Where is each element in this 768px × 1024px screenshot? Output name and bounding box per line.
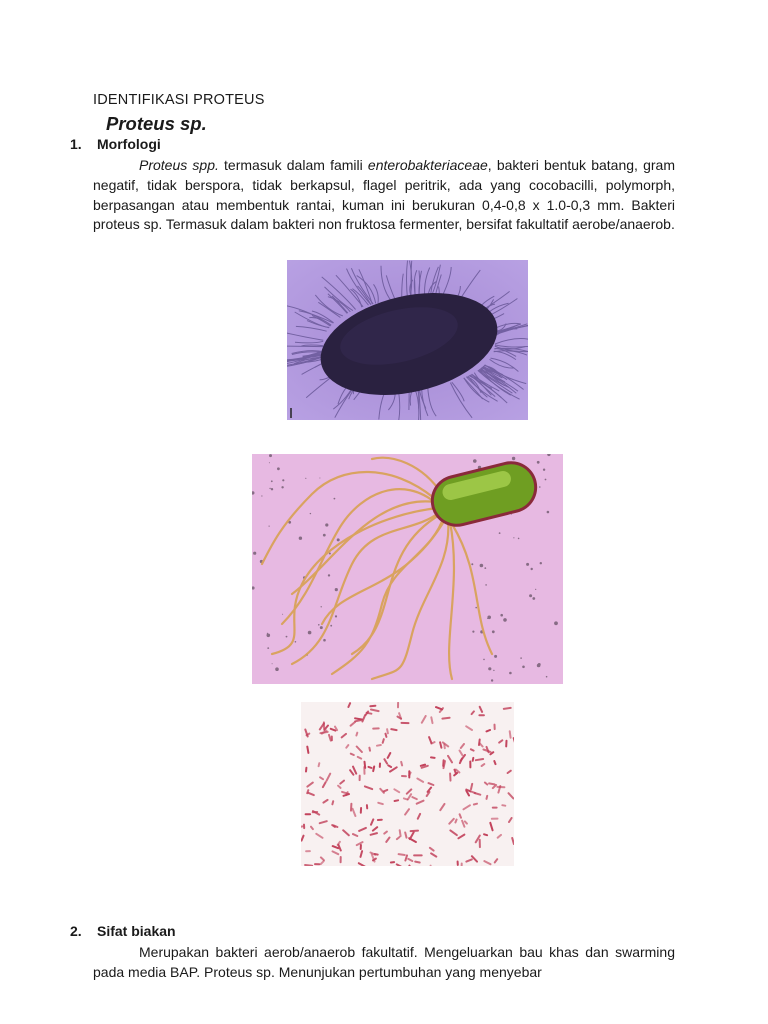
rod-bacterium: [510, 731, 511, 738]
rod-bacterium: [415, 862, 420, 863]
debris-speck: [308, 631, 312, 635]
debris-speck: [282, 479, 284, 481]
debris-speck: [272, 663, 273, 664]
debris-speck: [483, 659, 485, 661]
debris-speck: [500, 614, 503, 617]
debris-speck: [328, 574, 330, 576]
rod-bacterium: [405, 833, 406, 838]
debris-speck: [277, 467, 280, 470]
debris-speck: [532, 597, 535, 600]
debris-speck: [318, 624, 320, 626]
debris-speck: [546, 676, 548, 678]
rod-bacterium: [386, 734, 387, 737]
debris-speck: [513, 537, 514, 538]
rod-bacterium: [404, 798, 407, 799]
rod-bacterium: [305, 865, 312, 866]
section-heading-morfologi: [70, 136, 161, 152]
debris-speck: [494, 655, 497, 658]
debris-speck: [472, 631, 474, 633]
debris-speck: [499, 532, 501, 534]
debris-speck: [329, 553, 331, 555]
figure-gram-stain: [301, 702, 514, 866]
debris-speck: [310, 513, 311, 514]
rod-bacterium: [440, 742, 441, 747]
rod-bacterium: [460, 814, 461, 817]
debris-speck: [335, 588, 338, 591]
rod-bacterium: [399, 854, 405, 855]
debris-speck: [526, 563, 529, 566]
rod-bacterium: [365, 762, 366, 768]
rod-bacterium: [471, 784, 472, 789]
rod-bacterium: [370, 706, 375, 707]
debris-speck: [253, 552, 256, 555]
rod-bacterium: [494, 761, 495, 764]
debris-speck: [518, 538, 520, 540]
rod-bacterium: [431, 757, 435, 758]
flagellum-strand: [287, 346, 323, 347]
debris-speck: [522, 666, 525, 669]
section-title: Morfologi: [97, 136, 161, 152]
debris-speck: [484, 567, 486, 569]
rod-bacterium: [489, 783, 494, 784]
figure-flagella-illustration: [252, 454, 563, 684]
paragraph-sifat-biakan: [93, 943, 675, 983]
debris-speck: [337, 538, 340, 541]
rod-bacterium: [378, 803, 383, 804]
rod-bacterium: [476, 759, 483, 760]
debris-speck: [269, 462, 270, 463]
debris-speck: [269, 454, 272, 457]
rod-bacterium: [487, 730, 491, 731]
debris-speck: [267, 634, 271, 638]
debris-speck: [271, 480, 273, 482]
rod-bacterium: [473, 758, 474, 761]
rod-bacterium: [307, 747, 308, 753]
debris-speck: [299, 537, 302, 540]
rod-bacterium: [471, 749, 474, 750]
italic-genus: Proteus spp.: [139, 157, 219, 173]
debris-speck: [512, 457, 515, 460]
debris-speck: [267, 647, 269, 649]
debris-speck: [480, 564, 484, 568]
rod-bacterium: [400, 830, 401, 836]
section-heading-sifat-biakan: [70, 923, 176, 939]
rod-bacterium: [442, 718, 449, 719]
debris-speck: [321, 606, 322, 607]
section-title: Sifat biakan: [97, 923, 176, 939]
debris-speck: [286, 636, 288, 638]
rod-bacterium: [373, 767, 374, 772]
debris-speck: [503, 618, 507, 622]
paragraph-text: termasuk dalam famili: [218, 157, 368, 173]
rod-bacterium: [401, 762, 402, 766]
debris-speck: [271, 488, 273, 490]
debris-speck: [281, 486, 283, 488]
debris-speck: [487, 618, 488, 619]
debris-speck: [269, 488, 270, 489]
paragraph-text: Merupakan bakteri aerob/anaerob fakultatif. Mengeluarkan bau khas dan swarming pada media BAP. Proteus sp. Menunjukan pertumbuhan yang menyebar: [93, 944, 675, 980]
debris-speck: [475, 607, 477, 609]
debris-speck: [488, 667, 491, 670]
debris-speck: [305, 478, 306, 479]
rod-bacterium: [487, 796, 488, 799]
rod-bacterium: [395, 800, 399, 801]
rod-bacterium: [320, 732, 327, 733]
rod-bacterium: [391, 729, 396, 730]
rod-bacterium: [369, 767, 372, 768]
debris-speck: [531, 568, 533, 570]
debris-speck: [323, 639, 326, 642]
rod-bacterium: [356, 733, 357, 736]
rod-bacterium: [388, 765, 391, 767]
italic-family: enterobakteriaceae: [367, 157, 488, 173]
debris-speck: [334, 498, 336, 500]
rod-bacterium: [474, 804, 477, 805]
debris-speck: [492, 630, 495, 633]
debris-speck: [330, 625, 332, 627]
rod-bacterium: [387, 729, 388, 733]
rod-bacterium: [351, 754, 354, 755]
rod-bacterium: [484, 834, 487, 835]
rod-bacterium: [431, 742, 434, 744]
debris-speck: [282, 614, 283, 615]
debris-speck: [554, 621, 558, 625]
debris-speck: [538, 663, 541, 666]
debris-speck: [545, 479, 547, 481]
rod-bacterium: [377, 745, 381, 746]
rod-bacterium: [384, 790, 388, 792]
debris-speck: [493, 670, 494, 671]
debris-speck: [520, 657, 522, 659]
section-number: 2.: [70, 923, 82, 939]
debris-speck: [325, 523, 328, 526]
section-number: 1.: [70, 136, 82, 152]
rod-bacterium: [421, 765, 425, 766]
rod-bacterium: [455, 770, 457, 774]
debris-speck: [485, 584, 487, 586]
rod-bacterium: [319, 763, 320, 766]
debris-speck: [473, 459, 477, 463]
debris-speck: [540, 562, 542, 564]
rod-bacterium: [369, 748, 370, 751]
debris-speck: [537, 461, 540, 464]
debris-speck: [509, 672, 512, 675]
document-title: IDENTIFIKASI PROTEUS: [93, 92, 265, 108]
debris-speck: [295, 641, 297, 643]
debris-speck: [275, 667, 279, 671]
debris-speck: [547, 511, 550, 514]
rod-bacterium: [301, 826, 303, 827]
rod-bacterium: [355, 720, 361, 721]
rod-bacterium: [455, 820, 456, 823]
rod-bacterium: [411, 831, 418, 832]
debris-speck: [529, 594, 532, 597]
rod-bacterium: [383, 739, 384, 743]
debris-speck: [323, 534, 326, 537]
debris-speck: [269, 526, 270, 527]
debris-speck: [491, 679, 493, 681]
document-subtitle: Proteus sp.: [106, 113, 207, 134]
figure-flagella-micrograph: [287, 260, 528, 420]
debris-speck: [471, 563, 473, 565]
paragraph-morfologi: [93, 156, 675, 235]
debris-speck: [319, 478, 320, 479]
debris-speck: [261, 495, 262, 496]
debris-speck: [539, 486, 541, 488]
rod-bacterium: [332, 801, 333, 804]
debris-speck: [267, 633, 268, 634]
rod-bacterium: [502, 805, 505, 806]
debris-speck: [543, 469, 545, 471]
debris-speck: [320, 626, 323, 629]
debris-speck: [335, 615, 337, 617]
debris-speck: [535, 589, 536, 590]
paragraph-text: , bakteri bentuk batang, gram negatif, tidak berspora, tidak berkapsul, flagel peritrik, ada yang cocobacilli, polymorph, berpasangan atau membentuk rantai, kuman ini berukuran 0,4-0,8 x 1.0-0,3 mm. Bakteri proteus sp. Termasuk dalam bakteri non fruktosa fermenter, bersifat fakultatif aerobe/anaerob.: [93, 157, 675, 233]
rod-bacterium: [431, 717, 432, 723]
rod-bacterium: [504, 708, 511, 709]
